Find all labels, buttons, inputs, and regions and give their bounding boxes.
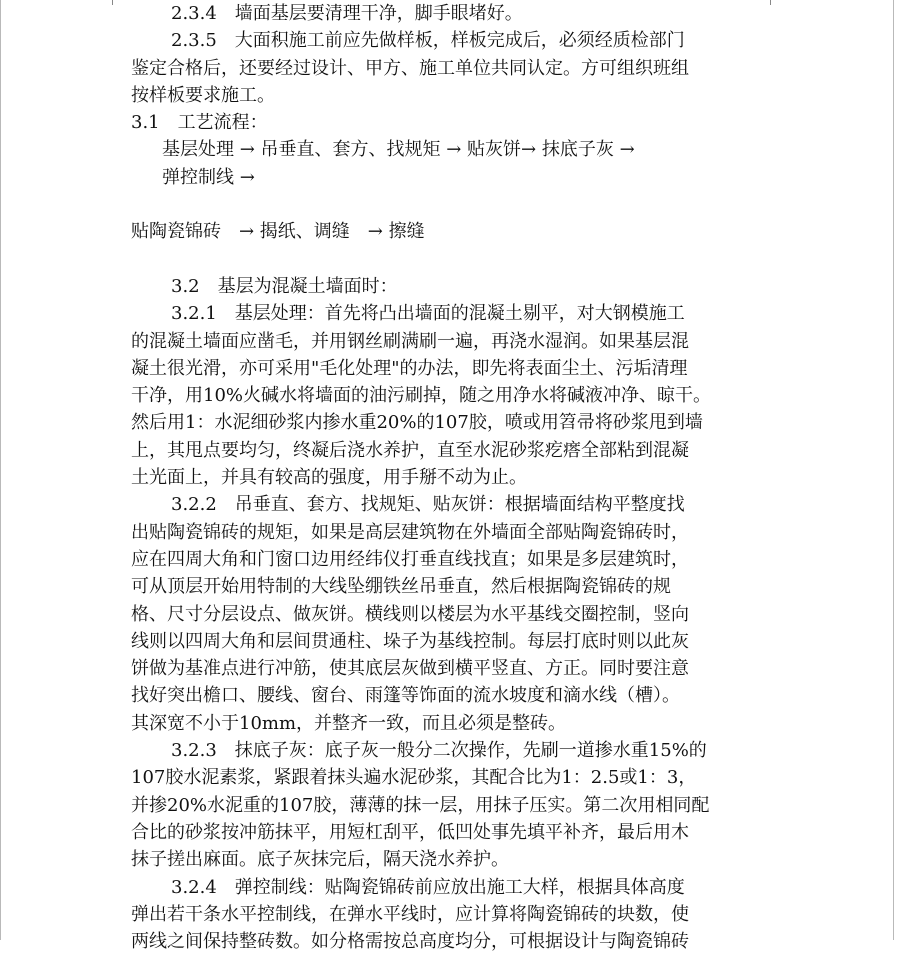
paragraph-3-2-1-line: 的混凝土墙面应凿毛，并用钢丝刷满刷一遍，再浇水湿润。如果基层混: [131, 330, 689, 352]
paragraph-3-2-3-line: 3.2.3 抹底子灰：底子灰一般分二次操作，先刷一道掺水重15%的: [171, 740, 707, 762]
section-heading-3-1: 3.1 工艺流程：: [131, 112, 268, 134]
paragraph-3-2-2-line: 找好突出檐口、腰线、窗台、雨篷等饰面的流水坡度和滴水线（槽）。: [131, 685, 680, 707]
paragraph-3-2-4-line: 3.2.4 弹控制线：贴陶瓷锦砖前应放出施工大样，根据具体高度: [171, 876, 685, 898]
paragraph-3-2-1-line: 干净，用10%火碱水将墙面的油污刷掉，随之用净水将碱液冲净、晾干。: [131, 385, 712, 407]
margin-corner-mark-left: [112, 0, 113, 5]
document-body: [131, 0, 771, 955]
paragraph-3-2-1-line: 然后用1：水泥细砂浆内掺水重20%的107胶，喷或用笤帚将砂浆甩到墙: [131, 412, 703, 434]
paragraph-3-2-3-line: 107胶水泥素浆，紧跟着抹头遍水泥砂浆，其配合比为1：2.5或1：3，: [131, 767, 697, 789]
paragraph-3-2-2-line: 可从顶层开始用特制的大线坠绷铁丝吊垂直，然后根据陶瓷锦砖的规: [131, 576, 671, 598]
paragraph-3-2-1-line: 3.2.1 基层处理：首先将凸出墙面的混凝土剔平，对大钢模施工: [171, 303, 685, 325]
paragraph-2-3-5-line: 2.3.5 大面积施工前应先做样板，样板完成后，必须经质检部门: [171, 30, 685, 52]
section-heading-3-2: 3.2 基层为混凝土墙面时：: [171, 275, 398, 297]
page-left-edge: [0, 0, 1, 940]
paragraph-3-2-2-line: 饼做为基准点进行冲筋，使其底层灰做到横平竖直、方正。同时要注意: [131, 658, 689, 680]
paragraph-2-3-5-line: 按样板要求施工。: [131, 84, 275, 106]
paragraph-3-2-4-line: 两线之间保持整砖数。如分格需按总高度均分，可根据设计与陶瓷锦砖: [131, 931, 689, 953]
paragraph-3-2-2-line: 线则以四周大角和层间贯通柱、垛子为基线控制。每层打底时则以此灰: [131, 630, 689, 652]
paragraph-3-2-1-line: 凝土很光滑，亦可采用"毛化处理"的办法，即先将表面尘土、污垢清理: [131, 357, 688, 379]
paragraph-3-2-1-line: 土光面上，并具有较高的强度，用手掰不动为止。: [131, 467, 527, 489]
paragraph-3-2-2-line: 格、尺寸分层设点、做灰饼。横线则以楼层为水平基线交圈控制，竖向: [131, 603, 689, 625]
blank-line: [131, 246, 771, 273]
paragraph-3-2-2-line: 其深宽不小于10mm，并整齐一致，而且必须是整砖。: [131, 712, 567, 734]
process-flow-line: 弹控制线 →: [162, 166, 255, 188]
paragraph-3-2-3-line: 合比的砂浆按冲筋抹平，用短杠刮平，低凹处事先填平补齐，最后用木: [131, 821, 689, 843]
paragraph-3-2-4-line: 弹出若干条水平控制线，在弹水平线时，应计算将陶瓷锦砖的块数，使: [131, 903, 689, 925]
page-right-edge: [893, 0, 894, 940]
paragraph-3-2-2-line: 应在四周大角和门窗口边用经纬仪打垂直线找直；如果是多层建筑时，: [131, 548, 689, 570]
blank-line: [131, 191, 771, 218]
paragraph-2-3-5-line: 鉴定合格后，还要经过设计、甲方、施工单位共同认定。方可组织班组: [131, 57, 689, 79]
paragraph-2-3-4: 2.3.4 墙面基层要清理干净，脚手眼堵好。: [171, 3, 523, 24]
paragraph-3-2-3-line: 并掺20%水泥重的107胶，薄薄的抹一层，用抹子压实。第二次用相同配: [131, 794, 710, 816]
paragraph-3-2-2-line: 出贴陶瓷锦砖的规矩，如果是高层建筑物在外墙面全部贴陶瓷锦砖时，: [131, 521, 689, 543]
process-flow-line: 贴陶瓷锦砖 → 揭纸、调缝 → 擦缝: [131, 221, 425, 243]
paragraph-3-2-2-line: 3.2.2 吊垂直、套方、找规矩、贴灰饼：根据墙面结构平整度找: [171, 494, 685, 516]
paragraph-3-2-3-line: 抹子搓出麻面。底子灰抹完后，隔天浇水养护。: [131, 849, 509, 871]
process-flow-line: 基层处理 → 吊垂直、套方、找规矩 → 贴灰饼→ 抹底子灰 →: [162, 139, 635, 161]
paragraph-3-2-1-line: 上，其甩点要均匀，终凝后浇水养护，直至水泥砂浆疙瘩全部粘到混凝: [131, 439, 689, 461]
